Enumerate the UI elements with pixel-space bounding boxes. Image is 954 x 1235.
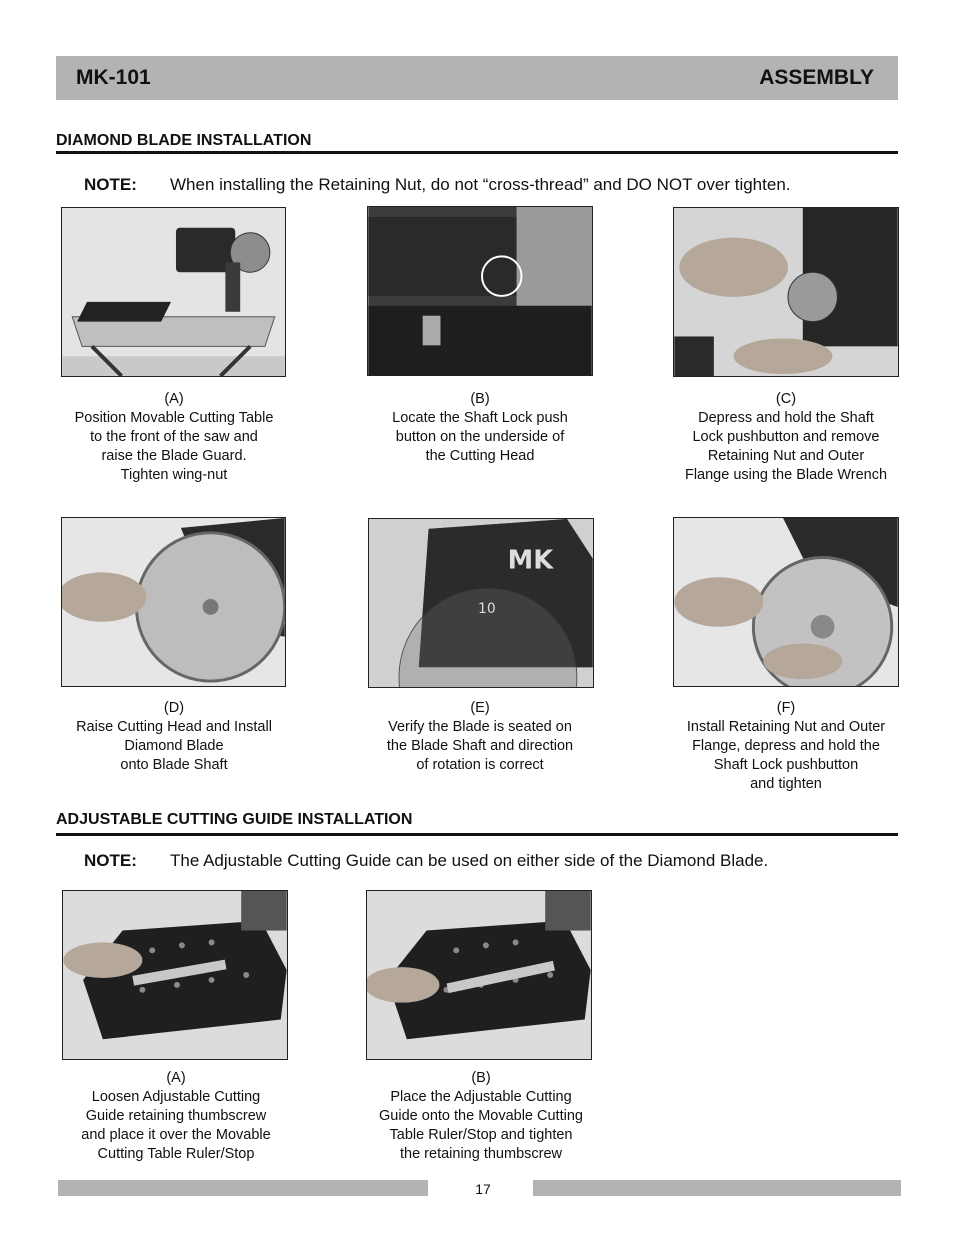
caption-guide-step-a — [58, 1069, 294, 1164]
caption-line: and place it over the Movable — [81, 1127, 271, 1143]
caption-id: (B) — [470, 391, 490, 407]
svg-text:MK: MK — [507, 545, 554, 576]
caption-line: the retaining thumbscrew — [400, 1146, 562, 1162]
caption-id: (A) — [164, 391, 184, 407]
caption-line: of rotation is correct — [416, 757, 544, 773]
note-label: NOTE: — [84, 851, 137, 870]
caption-step-b — [362, 390, 598, 466]
caption-step-e — [362, 699, 598, 775]
note-text: When installing the Retaining Nut, do not “cross-thread” and DO NOT over tighten. — [170, 175, 791, 194]
caption-line: Place the Adjustable Cutting — [390, 1089, 572, 1105]
caption-id: (D) — [163, 700, 185, 716]
caption-line: Lock pushbutton and remove — [692, 429, 880, 445]
caption-line: Guide onto the Movable Cutting — [379, 1108, 583, 1124]
caption-id: (E) — [470, 700, 490, 716]
caption-step-a — [56, 390, 292, 485]
section-divider — [56, 151, 898, 154]
caption-line: Shaft Lock pushbutton — [713, 757, 859, 773]
caption-line: Diamond Blade — [124, 738, 224, 754]
caption-line: Raise Cutting Head and Install — [76, 719, 272, 735]
caption-line: onto Blade Shaft — [120, 757, 228, 773]
caption-step-c — [668, 390, 904, 485]
caption-step-f — [668, 699, 904, 794]
footer-bar-left — [58, 1180, 428, 1196]
photo-guide-step-b — [366, 890, 592, 1060]
caption-step-d — [56, 699, 292, 775]
caption-line: to the front of the saw and — [90, 429, 258, 445]
caption-line: button on the underside of — [395, 429, 565, 445]
note-text: The Adjustable Cutting Guide can be used on either side of the Diamond Blade. — [170, 851, 769, 870]
caption-line: Retaining Nut and Outer — [707, 448, 865, 464]
footer-bar-right — [533, 1180, 901, 1196]
caption-line: Table Ruler/Stop and tighten — [389, 1127, 573, 1143]
caption-line: Position Movable Cutting Table — [74, 410, 274, 426]
photo-step-c-remove-nut — [673, 207, 899, 377]
guide-section-title: ADJUSTABLE CUTTING GUIDE INSTALLATION — [56, 811, 413, 828]
svg-text:10: 10 — [478, 600, 496, 617]
caption-line: Depress and hold the Shaft — [698, 410, 874, 426]
page-header — [56, 56, 898, 100]
photo-step-a-saw-table — [61, 207, 286, 377]
model-name: MK-101 — [76, 66, 151, 89]
caption-guide-step-b — [362, 1069, 600, 1164]
caption-id: (C) — [775, 391, 797, 407]
caption-line: Guide retaining thumbscrew — [85, 1108, 267, 1124]
blade-section-title: DIAMOND BLADE INSTALLATION — [56, 132, 312, 149]
blade-note — [84, 175, 791, 195]
photo-step-d-install-blade — [61, 517, 286, 687]
caption-line: Verify the Blade is seated on — [388, 719, 572, 735]
caption-line: Locate the Shaft Lock push — [392, 410, 568, 426]
caption-line: and tighten — [750, 776, 822, 792]
caption-line: raise the Blade Guard. — [101, 448, 247, 464]
caption-line: the Blade Shaft and direction — [386, 738, 574, 754]
caption-id: (F) — [776, 700, 796, 716]
caption-line: Cutting Table Ruler/Stop — [97, 1146, 255, 1162]
photo-step-b-shaft-lock — [367, 206, 593, 376]
note-label: NOTE: — [84, 175, 137, 194]
section-name: ASSEMBLY — [759, 66, 874, 89]
caption-line: Loosen Adjustable Cutting — [91, 1089, 261, 1105]
caption-line: the Cutting Head — [425, 448, 535, 464]
caption-line: Tighten wing-nut — [120, 467, 228, 483]
guide-note — [84, 851, 768, 871]
caption-line: Flange using the Blade Wrench — [684, 467, 888, 483]
caption-line: Install Retaining Nut and Outer — [686, 719, 886, 735]
photo-guide-step-a — [62, 890, 288, 1060]
caption-id: (A) — [166, 1070, 186, 1086]
caption-line: Flange, depress and hold the — [692, 738, 880, 754]
photo-step-e-verify-blade — [368, 518, 594, 688]
photo-step-f-tighten-nut — [673, 517, 899, 687]
page-number: 17 — [475, 1181, 491, 1197]
section-divider — [56, 833, 898, 836]
caption-id: (B) — [471, 1070, 491, 1086]
